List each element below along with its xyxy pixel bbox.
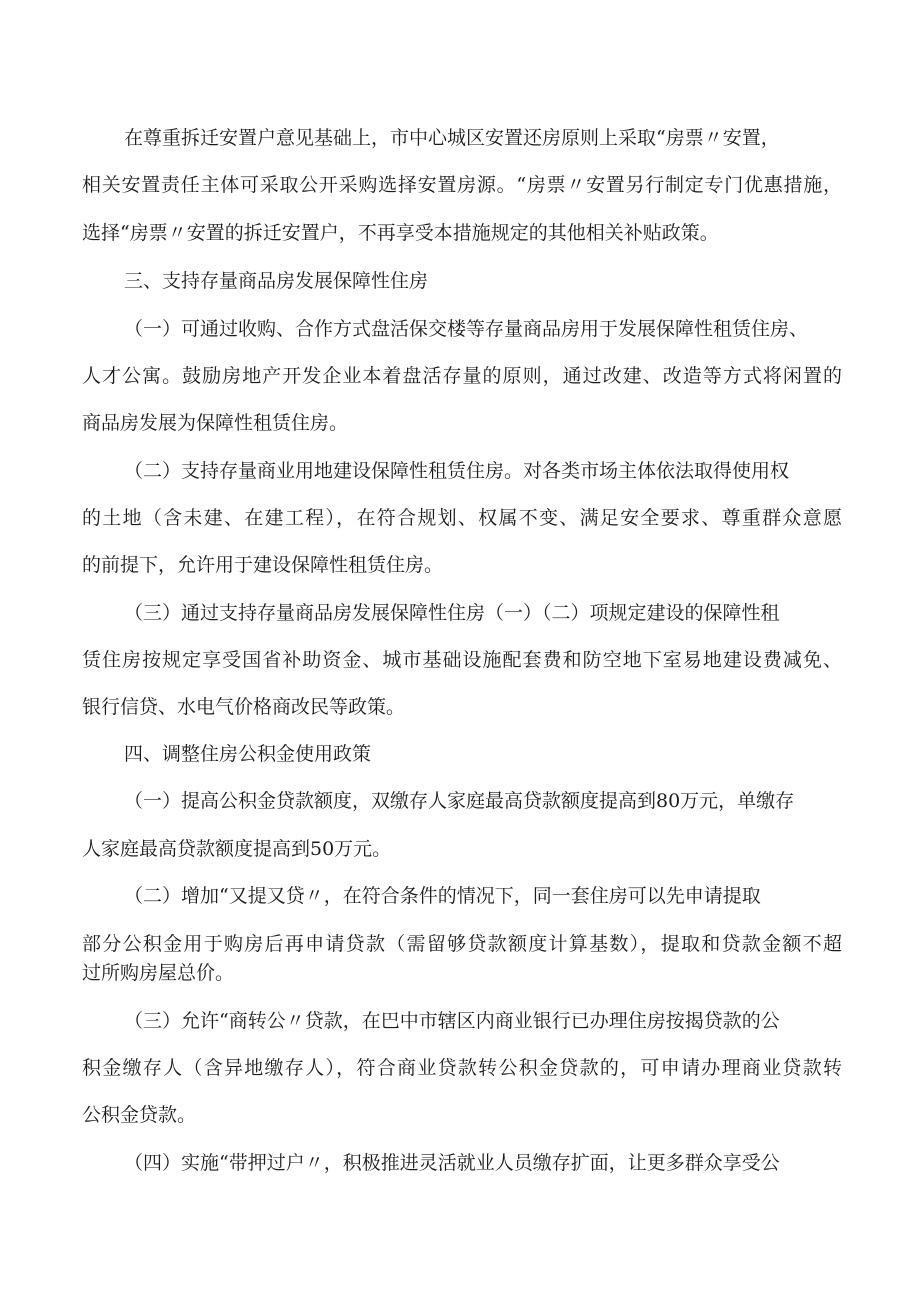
paragraph-line: 相关安置责任主体可采取公开采购选择安置房源。“房票〃安置另行制定专门优惠措施， (82, 174, 842, 196)
paragraph-line: （四）实施“带押过户〃，积极推进灵活就业人员缴存扩面，让更多群众享受公 (124, 1152, 780, 1174)
paragraph-line: 赁住房按规定享受国省补助资金、城市基础设施配套费和防空地下室易地建设费减免、 (82, 649, 842, 671)
paragraph-line: 的前提下，允许用于建设保障性租赁住房。 (82, 554, 444, 576)
paragraph-line: 选择“房票〃安置的拆迁安置户，不再享受本措施规定的其他相关补贴政策。 (82, 222, 719, 244)
paragraph-line: （一）提高公积金贷款额度，双缴存人家庭最高贷款额度提高到80万元，单缴存 (124, 790, 795, 812)
paragraph-line: （二）支持存量商业用地建设保障性租赁住房。对各类市场主体依法取得使用权 (124, 460, 790, 482)
paragraph-line: 人才公寓。鼓励房地产开发企业本着盘活存量的原则，通过改建、改造等方式将闲置的 (82, 365, 842, 387)
paragraph-line: 公积金贷款。 (82, 1104, 197, 1126)
paragraph-line: 过所购房屋总价。 (82, 962, 235, 984)
paragraph-line: （三）允许“商转公〃贷款，在巴中市辖区内商业银行已办理住房按揭贷款的公 (124, 1010, 780, 1032)
paragraph-line: （一）可通过收购、合作方式盘活保交楼等存量商品房用于发展保障性租赁住房、 (124, 318, 809, 340)
paragraph-line: 人家庭最高贷款额度提高到50万元。 (82, 838, 392, 860)
paragraph-line: 的土地（含未建、在建工程），在符合规划、权属不变、满足安全要求、尊重群众意愿 (82, 507, 842, 529)
paragraph-line: （三）通过支持存量商品房发展保障性住房（一）（二）项规定建设的保障性租 (124, 602, 780, 624)
paragraph-line: 部分公积金用于购房后再申请贷款（需留够贷款额度计算基数），提取和贷款金额不超 (82, 933, 842, 955)
section-heading: 四、调整住房公积金使用政策 (124, 743, 372, 765)
paragraph-line: 在尊重拆迁安置户意见基础上，市中心城区安置还房原则上采取“房票〃安置， (124, 127, 780, 149)
paragraph-line: 积金缴存人（含异地缴存人），符合商业贷款转公积金贷款的，可申请办理商业贷款转 (82, 1057, 842, 1079)
paragraph-line: 银行信贷、水电气价格商改民等政策。 (82, 696, 406, 718)
paragraph-line: 商品房发展为保障性租赁住房。 (82, 412, 349, 434)
section-heading: 三、支持存量商品房发展保障性住房 (124, 270, 429, 292)
paragraph-line: （二）增加“又提又贷〃，在符合条件的情况下，同一套住房可以先申请提取 (124, 885, 761, 907)
